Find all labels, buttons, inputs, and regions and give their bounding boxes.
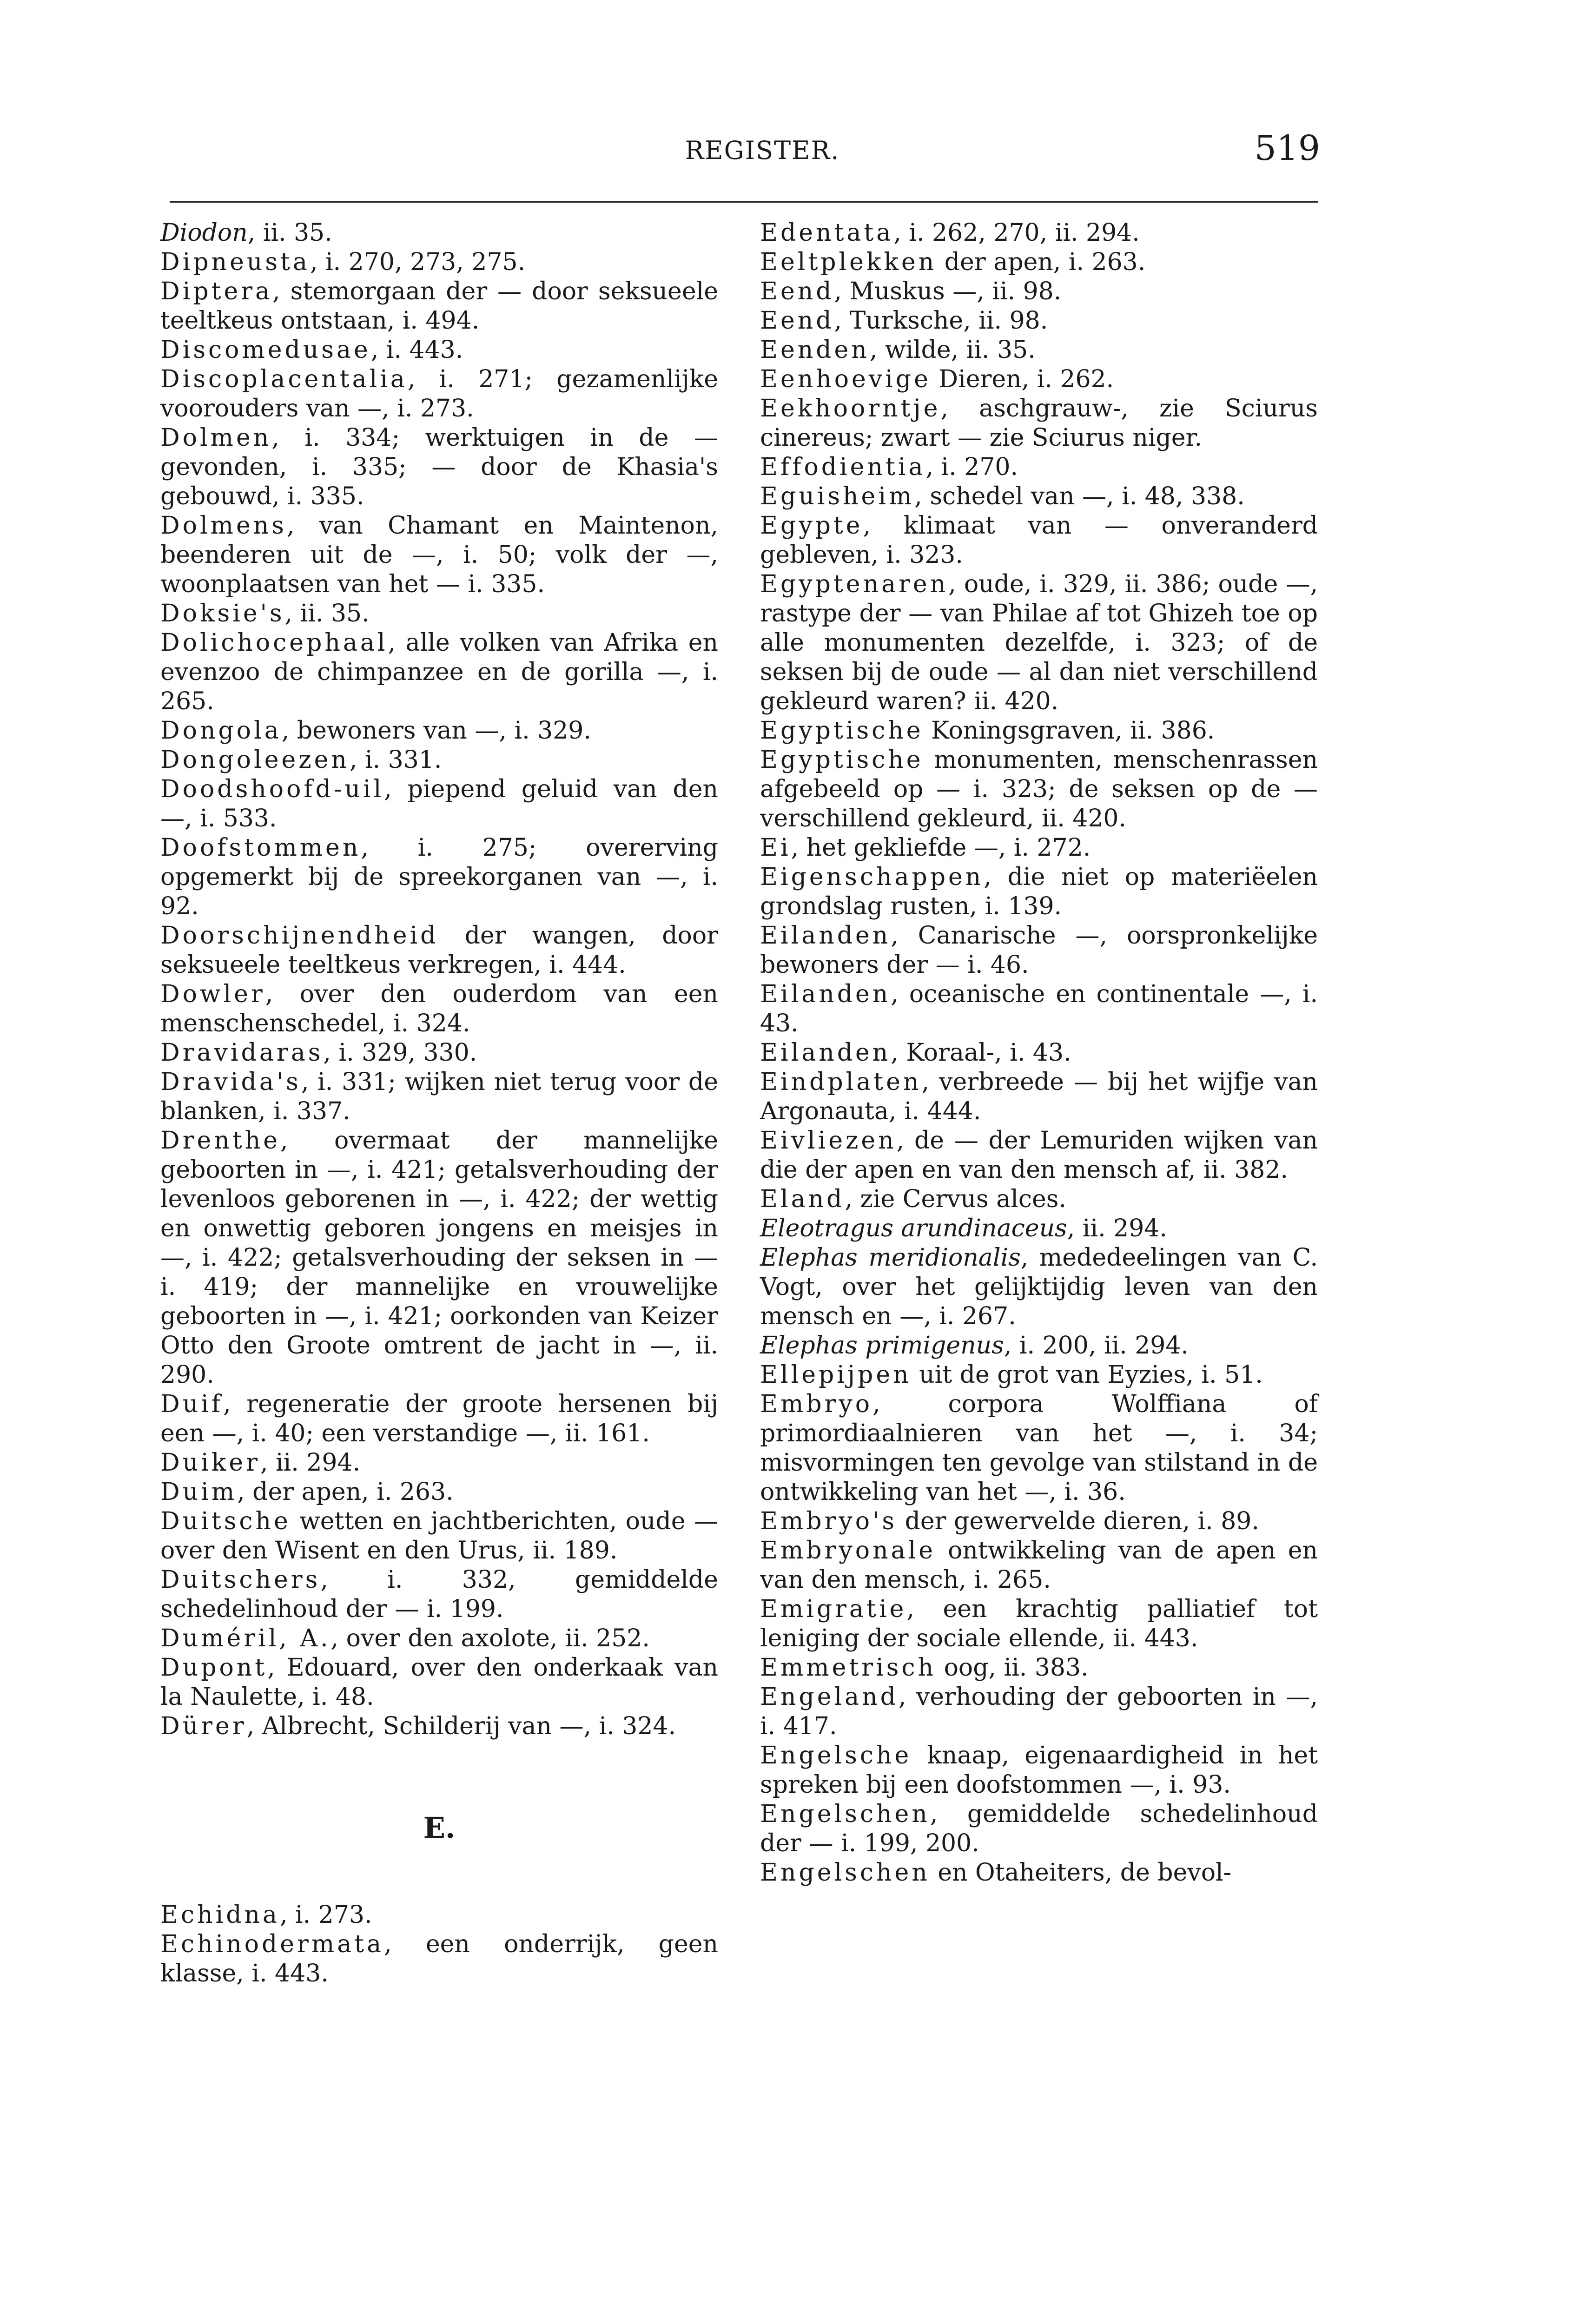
index-entry — [760, 1536, 1318, 1595]
entry-references: der apen, i. 263. — [937, 248, 1146, 276]
index-entry — [760, 1800, 1318, 1858]
entry-headword: Egyptenaren — [760, 570, 949, 598]
entry-references: , gemiddelde schedelinhoud der — i. 199, 200. — [760, 1800, 1318, 1857]
index-entry — [760, 218, 1318, 248]
index-entry — [760, 746, 1318, 833]
index-entry — [760, 1858, 1318, 1888]
index-entry — [160, 628, 718, 716]
index-entry — [160, 218, 718, 248]
entry-references: , mededeelingen van C. Vogt, over het gelijktijdig leven van den mensch en —, i. 267. — [760, 1244, 1318, 1330]
entry-headword: Dolmen — [160, 424, 272, 452]
entry-headword: Dupont — [160, 1654, 268, 1682]
entry-headword: Eeltplekken — [760, 248, 937, 276]
index-entry — [160, 1126, 718, 1390]
header-rule — [170, 201, 1318, 203]
entry-references: , i. 273. — [279, 1901, 372, 1929]
entry-headword: Doofstommen — [160, 834, 361, 862]
entry-references: , Canarische —, oorspronkelijke bewoners der — i. 46. — [760, 922, 1318, 979]
entry-references: , bewoners van —, i. 329. — [281, 717, 591, 745]
entry-headword: Dongola — [160, 717, 282, 745]
entry-headword: Dongoleezen — [160, 746, 350, 774]
entry-headword: Engelsche — [760, 1742, 912, 1769]
entry-references: , piepend geluid van den —, i. 533. — [160, 775, 718, 832]
entry-headword: Engelschen — [760, 1859, 930, 1887]
index-entry — [160, 1901, 718, 1930]
entry-references: , overmaat der mannelijke geboorten in —, i. 421; getalsverhouding der levenloos geborenen in —, i. 422; der wettig en onwettig geboren jongens en meisjes in —, i. 422; getalsverhouding der seksen in — i. 419; der mannelijke en vrouwelijke geboorten in —, i. 421; oorkonden van Keizer Otto den Groote omtrent de jacht in —, ii. 290. — [160, 1127, 718, 1389]
index-entry — [160, 833, 718, 921]
index-entry — [760, 482, 1318, 511]
entry-references: , wilde, ii. 35. — [869, 336, 1036, 364]
entry-references: , i. 443. — [370, 336, 463, 364]
entry-references: , klimaat van — onveranderd gebleven, i. 323. — [760, 512, 1318, 569]
index-entry — [760, 570, 1318, 716]
entry-headword: Eend — [760, 307, 834, 335]
entry-headword: Eigenschappen — [760, 863, 984, 891]
index-entry — [160, 365, 718, 423]
entry-references: en Otaheiters, de bevol- — [930, 1859, 1232, 1887]
entry-headword: Diptera — [160, 277, 273, 305]
left-entry-list — [160, 218, 718, 1741]
entry-references: uit de grot van Eyzies, i. 51. — [911, 1361, 1263, 1389]
entry-headword: Dürer — [160, 1712, 247, 1740]
index-entry — [760, 1595, 1318, 1653]
entry-references: wetten en jachtberichten, oude — over den Wisent en den Urus, ii. 189. — [160, 1507, 718, 1565]
entry-headword: Engeland — [760, 1683, 899, 1711]
index-entry — [160, 1038, 718, 1068]
entry-headword: Dravidaras — [160, 1039, 324, 1067]
entry-references: , Muskus —, ii. 98. — [834, 277, 1062, 305]
entry-headword: Duim — [160, 1478, 238, 1506]
entry-references: , Koraal-, i. 43. — [891, 1039, 1071, 1067]
index-entry — [160, 921, 718, 980]
section-letter-e: E. — [423, 1811, 456, 1845]
index-entry — [160, 980, 718, 1038]
index-entry — [160, 1448, 718, 1478]
entry-references: Koningsgraven, ii. 386. — [923, 717, 1215, 745]
index-entry — [160, 1478, 718, 1507]
index-entry — [760, 1038, 1318, 1068]
entry-headword: Dolmens — [160, 512, 287, 540]
entry-headword: Eilanden — [760, 980, 891, 1008]
entry-references: , een onderrijk, geen klasse, i. 443. — [160, 1930, 718, 1987]
index-entry — [760, 1507, 1318, 1536]
entry-references: , ii. 35. — [247, 219, 332, 247]
index-entry — [160, 423, 718, 511]
index-entry — [760, 1653, 1318, 1683]
index-entry — [760, 511, 1318, 570]
entry-headword: Eivliezen — [760, 1127, 897, 1155]
entry-references: , alle volken van Afrika en evenzoo de chimpanzee en de gorilla —, i. 265. — [160, 629, 718, 715]
entry-references: , aschgrauw-, zie Sciurus cinereus; zwart — zie Sciurus niger. — [760, 395, 1318, 452]
entry-headword: Dowler — [160, 980, 265, 1008]
entry-references: , die niet op materiëelen grondslag rusten, i. 139. — [760, 863, 1318, 920]
index-entry — [760, 1243, 1318, 1331]
entry-references: , i. 331; wijken niet terug voor de blanken, i. 337. — [160, 1068, 718, 1125]
entry-references: , zie Cervus alces. — [845, 1185, 1067, 1213]
index-entry — [160, 1507, 718, 1565]
entry-references: , schedel van —, i. 48, 338. — [914, 482, 1245, 510]
index-entry — [160, 1390, 718, 1448]
index-entry — [760, 1214, 1318, 1243]
entry-references: , verbreede — bij het wijfje van Argonauta, i. 444. — [760, 1068, 1318, 1125]
index-entry — [760, 1126, 1318, 1185]
entry-references: , verhouding der geboorten in —, i. 417. — [760, 1683, 1318, 1740]
entry-references: , i. 270. — [925, 453, 1018, 481]
entry-references: , ii. 35. — [284, 600, 370, 627]
entry-references: , ii. 294. — [1067, 1215, 1167, 1242]
index-entry — [760, 365, 1318, 394]
entry-references: , i. 332, gemiddelde schedelinhoud der — i. 199. — [160, 1566, 718, 1623]
page-number: 519 — [1254, 128, 1320, 168]
index-entry — [160, 599, 718, 628]
entry-headword: Echinodermata — [160, 1930, 384, 1958]
entry-headword: Elephas meridionalis — [760, 1244, 1021, 1272]
entry-headword: Eilanden — [760, 1039, 891, 1067]
entry-references: , oude, i. 329, ii. 386; oude —, rastype der — van Philae af tot Ghizeh toe op alle monumenten dezelfde, i. 323; of de seksen bij de oude — al dan niet verschillend gekleurd waren? ii. 420. — [760, 570, 1318, 715]
entry-headword: Eilanden — [760, 922, 891, 950]
index-entry — [160, 336, 718, 365]
entry-headword: Doodshoofd-uil — [160, 775, 384, 803]
entry-headword: Duméril, A. — [160, 1624, 331, 1652]
index-entry — [760, 277, 1318, 306]
entry-references: , over den ouderdom van een menschenschedel, i. 324. — [160, 980, 718, 1037]
entry-headword: Ei — [760, 834, 791, 862]
index-entry — [160, 1930, 718, 1988]
right-entry-list — [760, 218, 1318, 1888]
entry-references: , ii. 294. — [260, 1449, 361, 1477]
entry-references: , oceanische en continentale —, i. 43. — [760, 980, 1318, 1037]
left-after-entry-list — [160, 1901, 718, 1988]
entry-references: , i. 329, 330. — [323, 1039, 477, 1067]
entry-headword: Embryo's — [760, 1507, 898, 1535]
entry-headword: Eekhoorntje — [760, 395, 941, 423]
entry-headword: Doorschijnendheid — [160, 922, 439, 950]
entry-headword: Egyptische — [760, 746, 924, 774]
entry-references: , corpora Wolffiana of primordiaalnieren van het —, i. 34; misvormingen ten gevolge van stilstand in de ontwikkeling van het —, i. 36. — [760, 1390, 1318, 1506]
entry-headword: Eland — [760, 1185, 845, 1213]
entry-references: knaap, eigenaardigheid in het spreken bij een doofstommen —, i. 93. — [760, 1742, 1318, 1799]
entry-headword: Dolichocephaal — [160, 629, 388, 657]
index-entry — [760, 248, 1318, 277]
entry-headword: Ellepijpen — [760, 1361, 912, 1389]
entry-headword: Eenden — [760, 336, 870, 364]
index-entry — [160, 746, 718, 775]
entry-references: , i. 331. — [349, 746, 442, 774]
entry-references: , stemorgaan der — door seksueele teeltkeus ontstaan, i. 494. — [160, 277, 718, 335]
entry-references: , i. 262, 270, ii. 294. — [893, 219, 1140, 247]
entry-references: , regeneratie der groote hersenen bij een —, i. 40; een verstandige —, ii. 161. — [160, 1390, 718, 1447]
entry-headword: Duiker — [160, 1449, 260, 1477]
entry-references: , i. 275; overerving opgemerkt bij de spreekorganen van —, i. 92. — [160, 834, 718, 920]
entry-headword: Embryo — [760, 1390, 873, 1418]
entry-headword: Echidna — [160, 1901, 280, 1929]
entry-references: , het gekliefde —, i. 272. — [791, 834, 1091, 862]
entry-headword: Emigratie — [760, 1595, 907, 1623]
index-entry — [160, 511, 718, 599]
entry-headword: Emmetrisch — [760, 1654, 937, 1682]
running-title: REGISTER. — [685, 136, 840, 165]
index-entry — [760, 1360, 1318, 1390]
entry-headword: Duif — [160, 1390, 224, 1418]
index-entry — [760, 1068, 1318, 1126]
index-entry — [160, 1624, 718, 1653]
entry-headword: Drenthe — [160, 1127, 280, 1155]
index-entry — [160, 716, 718, 746]
index-entry — [760, 1741, 1318, 1800]
entry-references: , van Chamant en Maintenon, beenderen uit de —, i. 50; volk der —, woonplaatsen van het — i. 335. — [160, 512, 718, 598]
left-column — [160, 218, 718, 1988]
entry-headword: Diodon — [160, 219, 248, 247]
entry-headword: Elephas primigenus — [760, 1332, 1004, 1360]
entry-references: der wangen, door seksueele teeltkeus verkregen, i. 444. — [160, 922, 718, 979]
entry-references: ontwikkeling van de apen en van den mensch, i. 265. — [760, 1537, 1318, 1594]
index-entry — [760, 336, 1318, 365]
entry-headword: Embryonale — [760, 1537, 936, 1565]
entry-headword: Eend — [760, 277, 834, 305]
entry-headword: Eenhoevige — [760, 365, 931, 393]
index-entry — [760, 833, 1318, 863]
index-entry — [760, 980, 1318, 1038]
entry-references: oog, ii. 383. — [936, 1654, 1089, 1682]
index-entry — [160, 1068, 718, 1126]
entry-references: , i. 334; werktuigen in de — gevonden, i. 335; — door de Khasia's gebouwd, i. 335. — [160, 424, 718, 510]
entry-headword: Duitsche — [160, 1507, 291, 1535]
index-entry — [760, 716, 1318, 746]
entry-headword: Eguisheim — [760, 482, 915, 510]
index-entry — [160, 775, 718, 833]
index-entry — [760, 453, 1318, 482]
entry-references: , i. 200, ii. 294. — [1004, 1332, 1189, 1360]
entry-headword: Dravida's — [160, 1068, 301, 1096]
entry-references: der gewervelde dieren, i. 89. — [897, 1507, 1259, 1535]
entry-references: , Turksche, ii. 98. — [834, 307, 1048, 335]
index-entry — [160, 1565, 718, 1624]
entry-references: , Albrecht, Schilderij van —, i. 324. — [246, 1712, 676, 1740]
entry-references: , een krachtig palliatief tot leniging der sociale ellende, ii. 443. — [760, 1595, 1318, 1652]
index-entry — [760, 1331, 1318, 1360]
entry-headword: Discoplacentalia — [160, 365, 408, 393]
entry-references: , i. 271; gezamenlijke voorouders van —, i. 273. — [160, 365, 718, 423]
index-entry — [160, 1653, 718, 1712]
entry-references: monumenten, menschenrassen afgebeeld op — i. 323; de seksen op de — verschillend gekleurd, ii. 420. — [760, 746, 1318, 832]
index-entry — [760, 306, 1318, 336]
index-entry — [760, 1185, 1318, 1214]
entry-headword: Engelschen — [760, 1800, 930, 1828]
entry-headword: Edentata — [760, 219, 894, 247]
entry-references: , de — der Lemuriden wijken van die der apen en van den mensch af, ii. 382. — [760, 1127, 1318, 1184]
entry-headword: Effodientia — [760, 453, 926, 481]
entry-references: , i. 270, 273, 275. — [310, 248, 526, 276]
index-entry — [160, 248, 718, 277]
right-column — [760, 218, 1318, 1888]
index-entry — [160, 1712, 718, 1741]
entry-references: , Edouard, over den onderkaak van la Naulette, i. 48. — [160, 1654, 718, 1711]
entry-references: , over den axolote, ii. 252. — [330, 1624, 650, 1652]
index-entry — [760, 863, 1318, 921]
entry-headword: Dipneusta — [160, 248, 310, 276]
entry-headword: Eleotragus arundinaceus — [760, 1215, 1067, 1242]
index-entry — [760, 394, 1318, 453]
index-entry — [760, 1683, 1318, 1741]
index-entry — [760, 1390, 1318, 1507]
entry-references: , der apen, i. 263. — [237, 1478, 454, 1506]
entry-headword: Doksie's — [160, 600, 285, 627]
entry-references: Dieren, i. 262. — [931, 365, 1114, 393]
index-entry — [760, 921, 1318, 980]
entry-headword: Egyptische — [760, 717, 924, 745]
entry-headword: Egypte — [760, 512, 863, 540]
entry-headword: Eindplaten — [760, 1068, 922, 1096]
entry-headword: Duitschers — [160, 1566, 321, 1594]
index-entry — [160, 277, 718, 336]
entry-headword: Discomedusae — [160, 336, 371, 364]
